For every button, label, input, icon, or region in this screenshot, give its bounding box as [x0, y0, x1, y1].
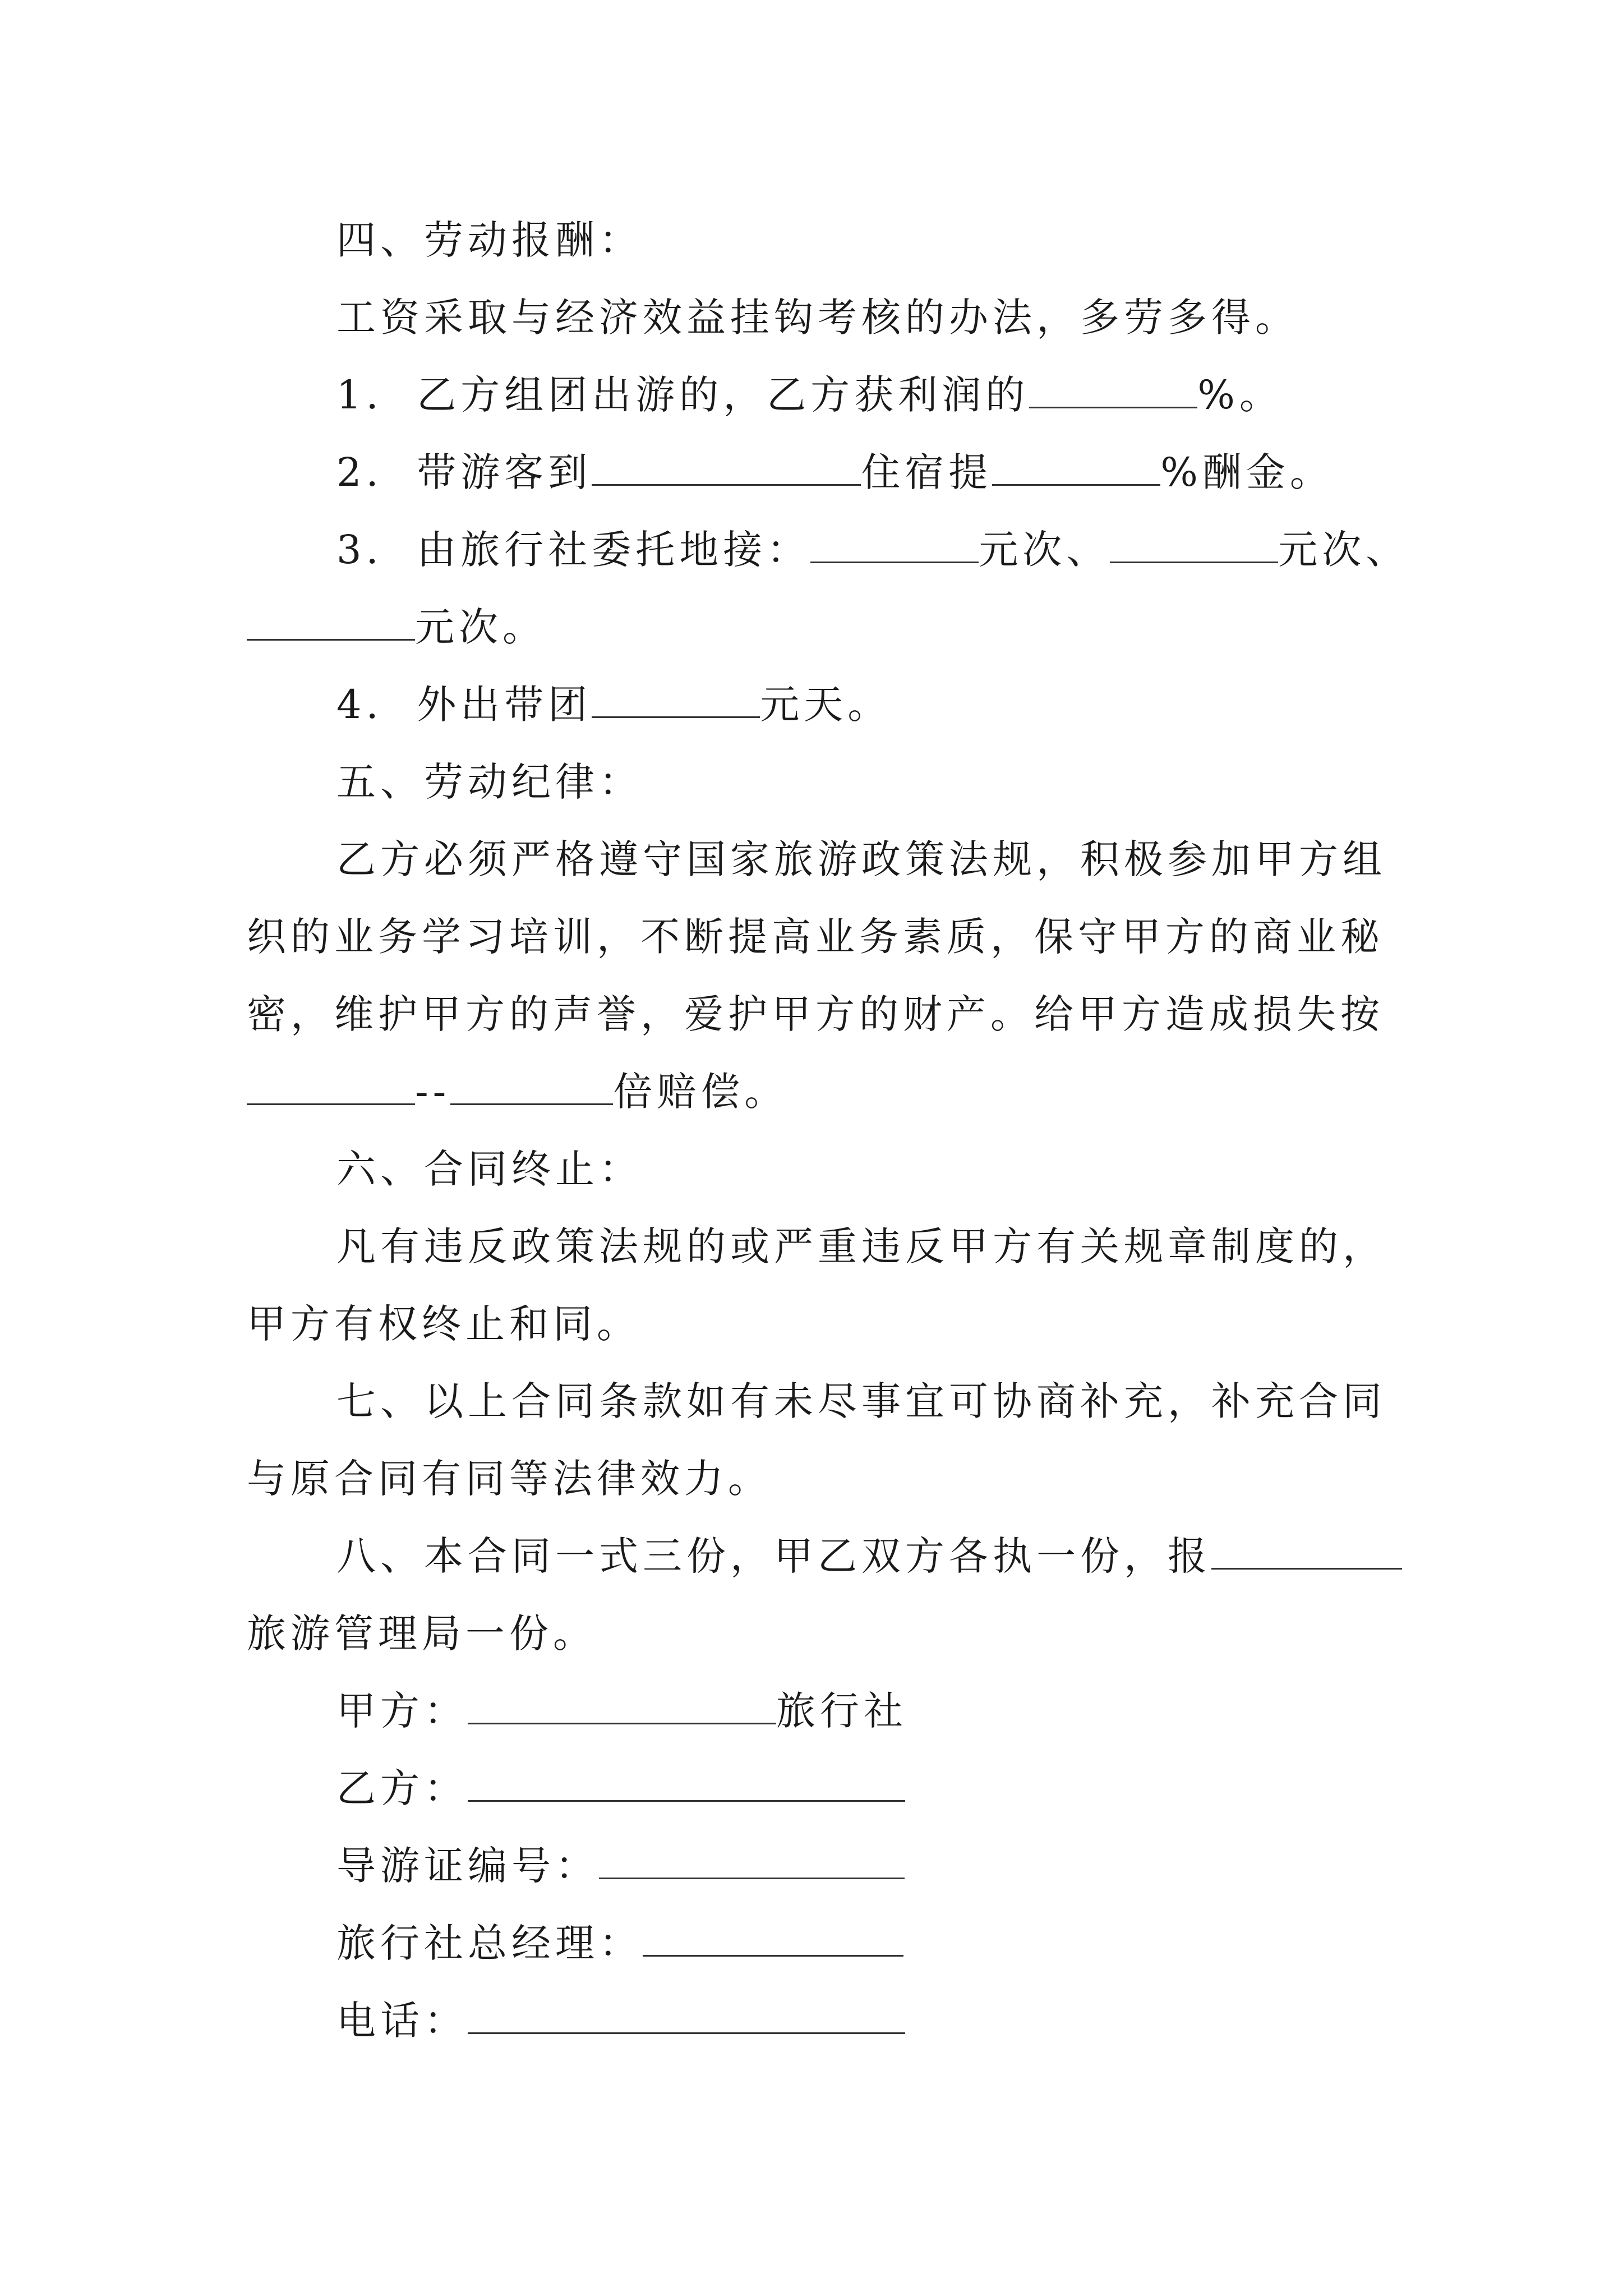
section-6-heading: 六、合同终止：	[336, 1146, 643, 1192]
guide-cert-row	[336, 1839, 905, 1893]
item-3-text: 由旅行社委托地接：	[417, 527, 811, 573]
item-4-text: 外出带团	[417, 682, 592, 728]
party-a-name-blank[interactable]	[468, 1688, 776, 1724]
compensation-max-blank[interactable]	[450, 1069, 613, 1105]
section-8-line-1	[336, 1529, 1402, 1583]
item-3-unit-2: 元次、	[1278, 527, 1410, 573]
section-8-text: 八、本合同一式三份，甲乙双方各执一份，报	[336, 1533, 1211, 1579]
section-7-line-1: 七、以上合同条款如有未尽事宜可协商补充，补充合同	[336, 1378, 1386, 1424]
local-fee-blank-1[interactable]	[810, 527, 979, 563]
tourism-bureau-blank[interactable]	[1211, 1533, 1402, 1570]
party-b-row	[336, 1761, 905, 1815]
profit-percent-blank[interactable]	[1029, 372, 1197, 408]
item-2-number: 2.	[336, 449, 383, 495]
item-3-line-2	[247, 600, 546, 654]
phone-number-blank[interactable]	[468, 1998, 905, 2034]
manager-label: 旅行社总经理：	[336, 1920, 643, 1966]
phone-row	[336, 1994, 905, 2047]
section-5-line-1: 乙方必须严格遵守国家旅游政策法规，积极参加甲方组	[336, 836, 1386, 882]
section-4-intro: 工资采取与经济效益挂钩考核的办法，多劳多得。	[336, 295, 1299, 341]
commission-percent-blank[interactable]	[992, 449, 1160, 486]
item-3-unit-1: 元次、	[979, 527, 1110, 573]
section-7-line-2: 与原合同有同等法律效力。	[247, 1456, 772, 1502]
manager-name-blank[interactable]	[643, 1920, 903, 1957]
item-4-number: 4.	[336, 682, 383, 728]
section-6-line-1: 凡有违反政策法规的或严重违反甲方有关规章制度的，	[336, 1223, 1386, 1269]
party-a-label: 甲方：	[336, 1688, 468, 1734]
guide-cert-number-blank[interactable]	[599, 1843, 905, 1879]
item-3-number: 3.	[336, 527, 383, 573]
phone-label: 电话：	[336, 1998, 468, 2044]
item-1-text: 乙方组团出游的，乙方获利润的	[417, 372, 1030, 418]
hotel-name-blank[interactable]	[592, 449, 861, 486]
item-4	[336, 678, 891, 731]
party-b-name-blank[interactable]	[468, 1765, 905, 1802]
party-b-label: 乙方：	[336, 1765, 468, 1811]
item-1	[336, 368, 1283, 422]
item-2	[336, 445, 1334, 499]
item-1-number: 1.	[336, 372, 383, 418]
section-4-heading: 四、劳动报酬：	[336, 217, 643, 263]
section-5-line-2: 织的业务学习培训，不断提高业务素质，保守甲方的商业秘	[247, 914, 1384, 960]
section-8-line-2: 旅游管理局一份。	[247, 1611, 597, 1657]
section-6-line-2: 甲方有权终止和同。	[247, 1301, 640, 1347]
section-5-line-4	[247, 1065, 788, 1119]
section-5-line-3: 密，维护甲方的声誉，爱护甲方的财产。给甲方造成损失按	[247, 991, 1384, 1037]
item-2-tail: %酬金。	[1160, 449, 1334, 495]
item-1-tail: %。	[1197, 372, 1283, 418]
compensation-separator: --	[415, 1069, 451, 1115]
compensation-min-blank[interactable]	[247, 1069, 415, 1105]
manager-row	[336, 1916, 903, 1970]
local-fee-blank-3[interactable]	[247, 604, 415, 641]
item-3-line-1	[336, 523, 1409, 577]
item-2-mid: 住宿提	[861, 449, 993, 495]
party-a-suffix: 旅行社	[776, 1688, 907, 1734]
daily-fee-blank[interactable]	[592, 682, 760, 718]
section-5-line-4-tail: 倍赔偿。	[613, 1069, 789, 1115]
item-3-unit-3: 元次。	[415, 604, 546, 650]
item-4-tail: 元天。	[760, 682, 892, 728]
party-a-row	[336, 1684, 907, 1738]
item-2-text: 带游客到	[417, 449, 592, 495]
section-5-heading: 五、劳动纪律：	[336, 759, 643, 805]
local-fee-blank-2[interactable]	[1110, 527, 1278, 563]
guide-cert-label: 导游证编号：	[336, 1843, 599, 1889]
